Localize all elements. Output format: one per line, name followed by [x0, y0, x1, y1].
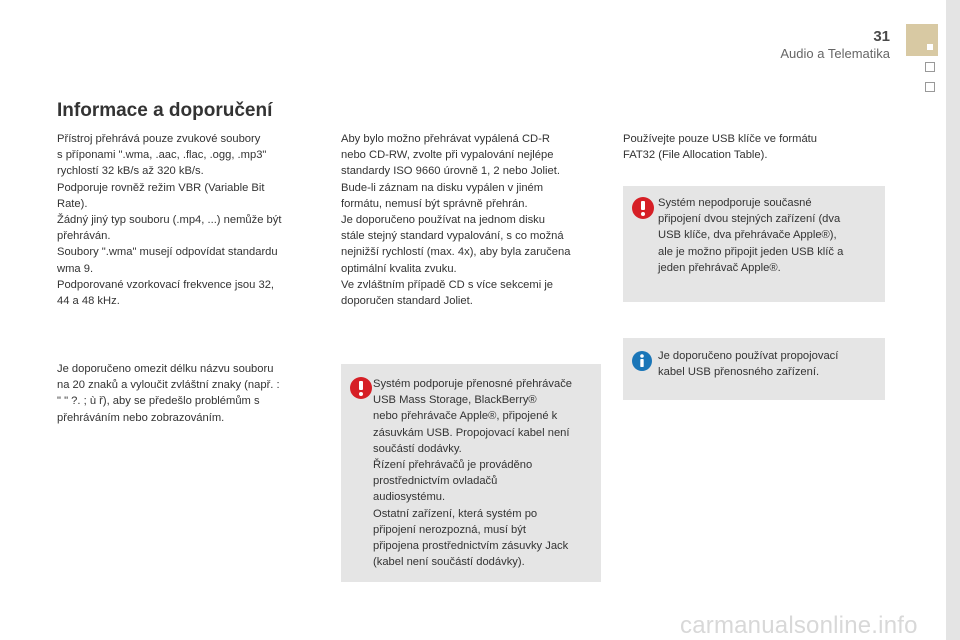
page-number: 31	[873, 28, 890, 45]
paragraph: Přístroj přehrává pouze zvukové soubory s příponami ".wma, .aac, .flac, .ogg, .mp3" rychlostí 32 kB/s až 320 kB/s. Podporuje rovněž režim VBR (Variable Bit Rate). Žádný jiný typ souboru (.mp4, ...) nemůže být přehráván. Soubory ".wma" musejí odpovídat standardu wma 9. Podporované vzorkovací frekvence jsou 32, 44 a 48 kHz.	[57, 133, 282, 308]
chapter-tab	[925, 62, 935, 72]
paragraph: Používejte pouze USB klíče ve formátu FAT32 (File Allocation Table).	[623, 133, 818, 162]
watermark: carmanualsonline.info	[680, 612, 918, 639]
page-edge-bar	[946, 0, 960, 640]
paragraph: Je doporučeno omezit délku názvu souboru na 20 znaků a vyloučit zvláštní znaky (např. : " " ?. ; ù ř), aby se předešlo problémům s přehráváním nebo zobrazováním.	[57, 363, 280, 424]
info-text: Je doporučeno používat propojovací kabel USB přenosného zařízení.	[658, 350, 839, 379]
section-name: Audio a Telematika	[780, 46, 890, 61]
paragraph: Aby bylo možno přehrávat vypálená CD-R nebo CD-RW, zvolte při vypalování nejlépe standardy ISO 9660 úrovně 1, 2 nebo Joliet. Bude-li záznam na disku vypálen v jiném formátu, nemusí být správně přehrán. Je doporučeno používat na jednom disku stále stejný standard vypalování, s co možná nejnižší rychlostí (max. 4x), aby byla zaručena optimální kvalita zvuku. Ve zvláštním případě CD s více sekcemi je doporučen standard Joliet.	[341, 133, 571, 308]
info-box	[623, 338, 885, 400]
warning-icon	[631, 196, 655, 220]
info-icon	[631, 350, 653, 372]
warning-box	[623, 186, 885, 302]
warning-text: Systém podporuje přenosné přehrávače USB Mass Storage, BlackBerry® nebo přehrávače Apple®, připojené k zásuvkám USB. Propojovací kabel není součástí dodávky. Řízení přehrávačů je prováděno prostřednictvím ovladačů audiosystému. Ostatní zařízení, která systém po připojení nerozpozná, musí být připojena prostřednictvím zásuvky Jack (kabel není součástí dodávky).	[373, 378, 573, 569]
warning-box	[341, 364, 601, 582]
page-title: Informace a doporučení	[57, 100, 273, 121]
chapter-tab-active	[906, 24, 938, 56]
warning-text: Systém nepodporuje současné připojení dvou stejných zařízení (dva USB klíče, dva přehrávače Apple®), ale je možno připojit jeden USB klíč a jeden přehrávač Apple®.	[658, 197, 844, 274]
warning-icon	[349, 376, 373, 400]
chapter-tab	[925, 82, 935, 92]
